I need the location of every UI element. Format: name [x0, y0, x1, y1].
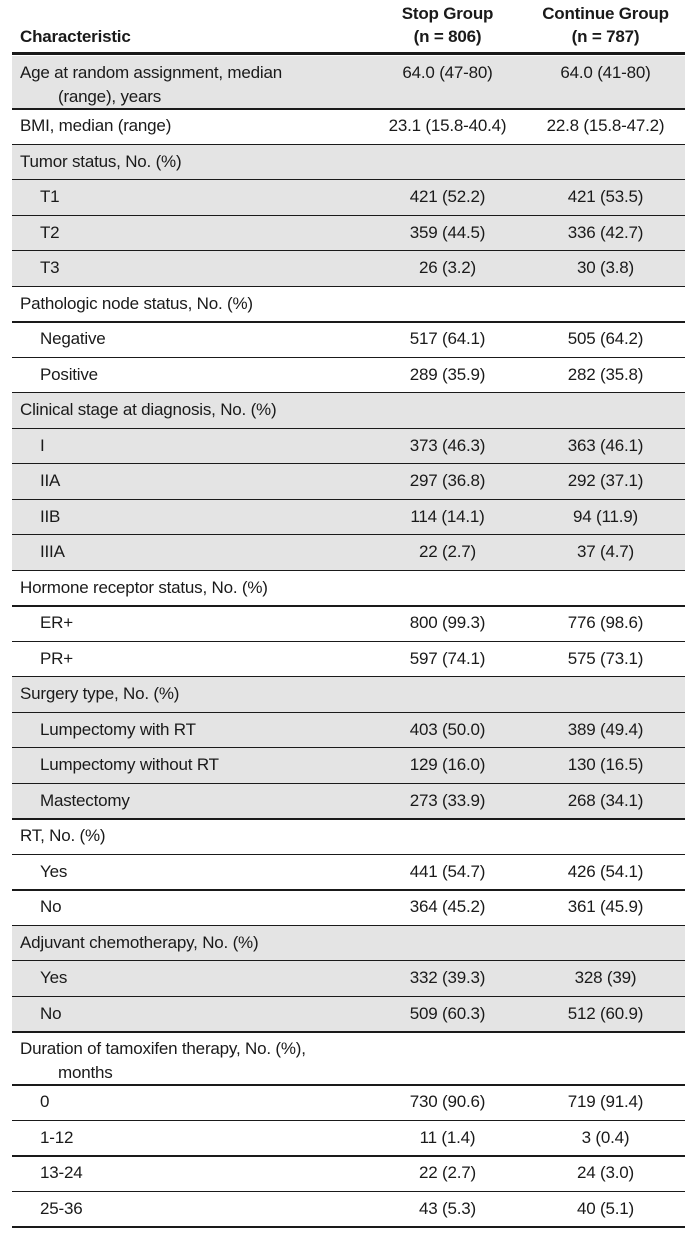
- row-label: [40, 1197, 82, 1221]
- row-label-text: No: [40, 897, 62, 916]
- header-continue-group-title: Continue Group: [542, 4, 669, 23]
- continue-group-value: 40 (5.1): [577, 1198, 634, 1218]
- stop-group-value: 64.0 (47-80): [402, 63, 493, 82]
- row-label-text: 1-12: [40, 1127, 74, 1147]
- continue-group-value: 292 (37.1): [567, 471, 644, 490]
- row-label-text: Clinical stage at diagnosis, No. (%): [20, 400, 277, 419]
- row-label-text: 0: [40, 1092, 50, 1111]
- table-row: [12, 997, 685, 1033]
- table-row: [12, 855, 685, 891]
- row-label-text: RT, No. (%): [20, 826, 106, 845]
- row-label-text: 13-24: [40, 1163, 83, 1182]
- continue-group-value: 3 (0.4): [581, 1127, 630, 1147]
- stop-group-value: 297 (36.8): [409, 471, 486, 490]
- row-label-text: No: [40, 1003, 62, 1023]
- table-row: [12, 748, 685, 784]
- stop-group-value: 373 (46.3): [409, 435, 486, 455]
- row-label-text: Negative: [40, 329, 106, 348]
- row-label: [20, 931, 258, 955]
- stop-group-value: 730 (90.6): [409, 1092, 486, 1111]
- continue-group-value: 94 (11.9): [573, 506, 638, 526]
- continue-group-value: 268 (34.1): [567, 790, 644, 810]
- row-label-text: Positive: [40, 364, 98, 384]
- table-row: [12, 926, 685, 962]
- row-divider: [12, 1226, 685, 1228]
- row-label-text: IIB: [40, 506, 61, 526]
- continue-group-value: 505 (64.2): [567, 329, 644, 348]
- row-label-text: T1: [40, 187, 60, 206]
- table-row: [12, 1121, 685, 1157]
- table-row: [12, 713, 685, 749]
- continue-group-value: 336 (42.7): [567, 222, 644, 242]
- table-row: [12, 500, 685, 536]
- row-label-text: I: [40, 435, 45, 455]
- row-label-text: Adjuvant chemotherapy, No. (%): [20, 932, 259, 952]
- table-row: [12, 322, 685, 358]
- continue-group-value: 30 (3.8): [577, 258, 634, 277]
- continue-group-value: 64.0 (41-80): [560, 63, 651, 82]
- stop-group-value: 517 (64.1): [409, 329, 486, 348]
- stop-group-value: 22 (2.7): [419, 542, 476, 561]
- row-label: [20, 61, 282, 109]
- row-label: [40, 540, 65, 564]
- table-row: [12, 819, 685, 855]
- stop-group-value: 289 (35.9): [409, 364, 486, 384]
- continue-group-value: 361 (45.9): [567, 897, 644, 916]
- row-label-text: ER+: [40, 613, 73, 632]
- table-row: [12, 606, 685, 642]
- row-label: [20, 824, 105, 848]
- continue-group-value: 37 (4.7): [577, 542, 634, 561]
- table-row: [12, 393, 685, 429]
- table-row: [12, 1192, 685, 1228]
- row-label-text: IIA: [40, 471, 61, 490]
- table-row: [12, 642, 685, 678]
- stop-group-value: 509 (60.3): [409, 1003, 486, 1023]
- header-characteristic: Characteristic: [20, 27, 131, 46]
- row-label: [40, 185, 59, 209]
- stop-group-value: 129 (16.0): [409, 755, 486, 774]
- table-row: [12, 109, 685, 145]
- stop-group-value: 114 (14.1): [410, 506, 485, 526]
- table-row: [12, 1032, 685, 1085]
- row-label: [40, 860, 67, 884]
- stop-group-value: 43 (5.3): [419, 1198, 476, 1218]
- continue-group-value: 776 (98.6): [567, 613, 644, 632]
- table-row: [12, 56, 685, 109]
- continue-group-value: 363 (46.1): [567, 435, 644, 455]
- table-row: [12, 251, 685, 287]
- continue-group-value: 130 (16.5): [567, 755, 644, 774]
- stop-group-value: 22 (2.7): [419, 1163, 476, 1182]
- stop-group-value: 332 (39.3): [409, 968, 486, 987]
- row-label: [40, 611, 73, 635]
- row-label: [40, 256, 59, 280]
- continue-group-value: 282 (35.8): [567, 364, 644, 384]
- row-label: [20, 150, 181, 174]
- table-row: [12, 890, 685, 926]
- continue-group-value: 22.8 (15.8-47.2): [546, 116, 665, 135]
- row-label-text: Yes: [40, 861, 68, 881]
- row-label: [40, 1002, 61, 1026]
- stop-group-value: 364 (45.2): [409, 897, 486, 916]
- table-row: [12, 358, 685, 394]
- table-row: [12, 464, 685, 500]
- stop-group-value: 800 (99.3): [409, 613, 486, 632]
- table-row: [12, 180, 685, 216]
- row-label-text: Hormone receptor status, No. (%): [20, 577, 268, 597]
- row-label-text: T2: [40, 222, 60, 242]
- row-label: [20, 682, 179, 706]
- stop-group-value: 441 (54.7): [409, 861, 486, 881]
- row-label-continuation: (range), years: [58, 87, 162, 106]
- row-label: [40, 221, 59, 245]
- table-row: [12, 145, 685, 181]
- row-label: [40, 1161, 82, 1185]
- row-label: [20, 292, 253, 316]
- table-row: [12, 784, 685, 820]
- table-row: [12, 961, 685, 997]
- stop-group-value: 359 (44.5): [409, 222, 486, 242]
- table-row: [12, 1085, 685, 1121]
- row-label: [40, 647, 73, 671]
- row-label: [40, 718, 196, 742]
- row-label-text: 25-36: [40, 1198, 83, 1218]
- row-label-text: Pathologic node status, No. (%): [20, 293, 253, 313]
- table-row: [12, 287, 685, 323]
- continue-group-value: 512 (60.9): [567, 1003, 644, 1023]
- stop-group-value: 11 (1.4): [419, 1127, 476, 1147]
- row-label: [40, 895, 61, 919]
- continue-group-value: 421 (53.5): [567, 187, 644, 206]
- row-label-text: Lumpectomy without RT: [40, 755, 219, 774]
- row-label: [20, 576, 268, 600]
- table-row: [12, 429, 685, 465]
- row-label: [40, 1090, 49, 1114]
- row-label-text: Tumor status, No. (%): [20, 151, 182, 171]
- stop-group-value: 26 (3.2): [419, 258, 476, 277]
- stop-group-value: 421 (52.2): [409, 187, 486, 206]
- row-label: [20, 114, 171, 138]
- row-label-text: Age at random assignment, median: [20, 63, 282, 82]
- row-label-text: BMI, median (range): [20, 116, 172, 135]
- row-label: [20, 1037, 306, 1085]
- row-label-text: Surgery type, No. (%): [20, 684, 180, 703]
- continue-group-value: 719 (91.4): [567, 1092, 644, 1111]
- table-row: [12, 677, 685, 713]
- continue-group-value: 426 (54.1): [567, 861, 644, 881]
- header-stop-group-n: (n = 806): [413, 27, 482, 46]
- row-label-continuation: months: [58, 1063, 113, 1082]
- row-label: [40, 753, 219, 777]
- stop-group-value: 23.1 (15.8-40.4): [388, 116, 507, 135]
- stop-group-value: 273 (33.9): [409, 790, 486, 810]
- row-label-text: IIIA: [40, 542, 65, 561]
- row-label: [40, 363, 98, 387]
- row-label: [40, 469, 60, 493]
- row-label-text: Duration of tamoxifen therapy, No. (%),: [20, 1039, 306, 1058]
- continue-group-value: 24 (3.0): [577, 1163, 634, 1182]
- stop-group-value: 597 (74.1): [409, 648, 486, 668]
- row-label-text: Lumpectomy with RT: [40, 719, 196, 739]
- header-continue-group-n: (n = 787): [571, 27, 640, 46]
- row-label: [40, 966, 67, 990]
- table-row: [12, 571, 685, 607]
- row-label-text: T3: [40, 258, 60, 277]
- row-label: [40, 505, 60, 529]
- header-stop-group-title: Stop Group: [401, 4, 494, 23]
- row-label: [40, 1126, 73, 1150]
- row-label: [40, 327, 106, 351]
- row-label: [20, 398, 276, 422]
- row-label: [40, 789, 130, 813]
- table-row: [12, 1156, 685, 1192]
- continue-group-value: 389 (49.4): [567, 719, 644, 739]
- table-row: [12, 535, 685, 571]
- row-label: [40, 434, 45, 458]
- continue-group-value: 328 (39): [574, 968, 637, 987]
- row-label-text: Yes: [40, 968, 68, 987]
- continue-group-value: 575 (73.1): [567, 648, 644, 668]
- stop-group-value: 403 (50.0): [409, 719, 486, 739]
- table-row: [12, 216, 685, 252]
- row-label-text: PR+: [40, 648, 73, 668]
- row-label-text: Mastectomy: [40, 790, 130, 810]
